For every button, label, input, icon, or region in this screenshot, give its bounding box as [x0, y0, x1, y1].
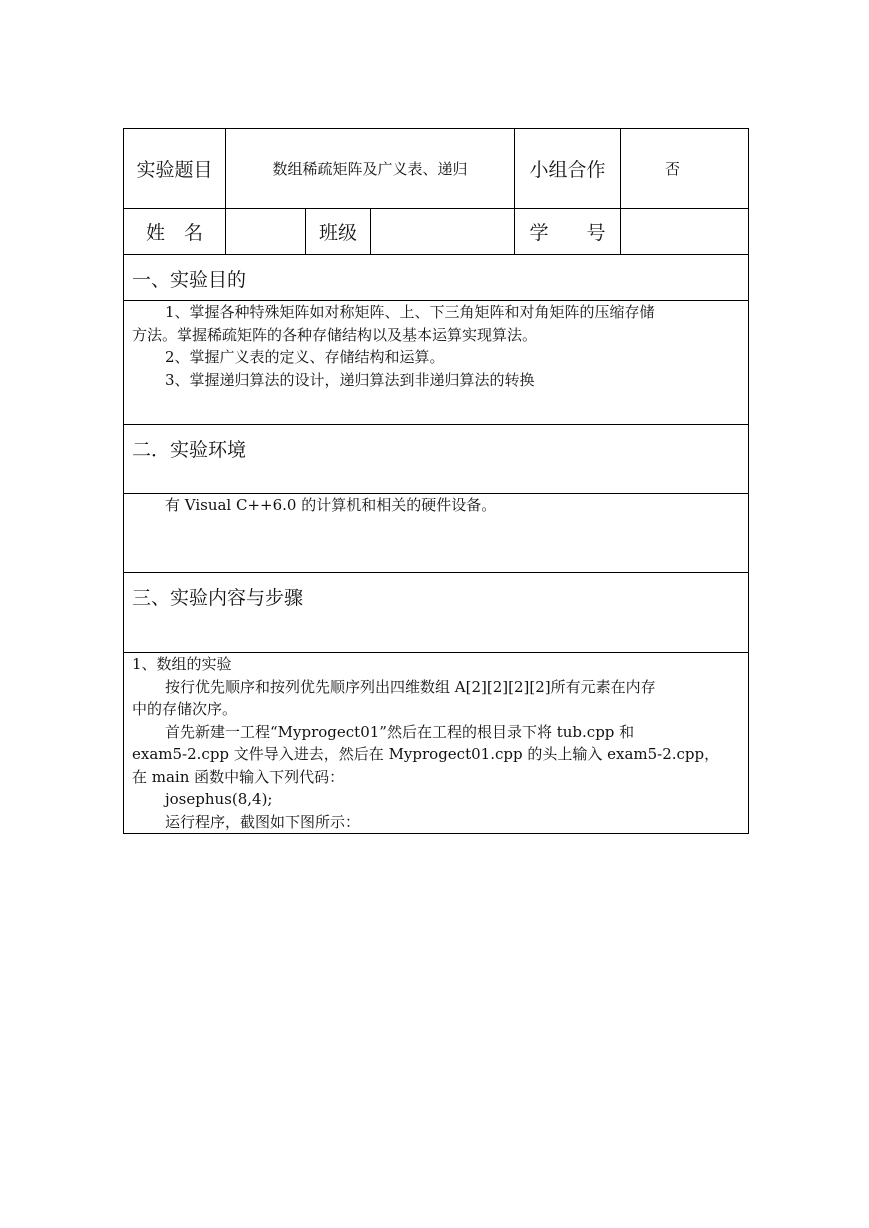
- experiment-report-table: [123, 128, 749, 834]
- group-label: 小组合作: [529, 159, 606, 181]
- purpose-line: 3、掌握递归算法的设计，递归算法到非递归算法的转换: [165, 370, 535, 389]
- student-id-label: 学 号: [529, 222, 606, 244]
- content-line: 首先新建一工程“Myprogect01”然后在工程的根目录下将 tub.cpp 和: [165, 722, 635, 741]
- content-line: 运行程序，截图如下图所示：: [165, 812, 361, 831]
- content-line: exam5-2.cpp 文件导入进去，然后在 Myprogect01.cpp 的头上输入 exam5-2.cpp，: [132, 745, 720, 763]
- purpose-line: 方法。掌握稀疏矩阵的各种存储结构以及基本运算实现算法。: [132, 325, 538, 344]
- code-line: josephus(8,4);: [165, 790, 273, 808]
- purpose-line: 1、掌握各种特殊矩阵如对称矩阵、上、下三角矩阵和对角矩阵的压缩存储: [165, 303, 655, 321]
- group-value: 否: [664, 160, 680, 178]
- title-label: 实验题目: [136, 159, 213, 181]
- content-line: 中的存储次序。: [132, 700, 238, 718]
- title-value: 数组稀疏矩阵及广义表、递归: [272, 160, 468, 178]
- content-line: 1、数组的实验: [132, 655, 232, 673]
- section-heading-environment: 二．实验环境: [132, 439, 247, 461]
- class-value: [371, 209, 514, 254]
- section-heading-content: 三、实验内容与步骤: [132, 587, 304, 609]
- content-line: 按行优先顺序和按列优先顺序列出四维数组 A[2][2][2][2]所有元素在内存: [165, 677, 656, 696]
- content-body: [132, 653, 746, 833]
- class-label: 班级: [318, 222, 357, 244]
- purpose-body: [132, 301, 746, 391]
- content-line: 在 main 函数中输入下列代码：: [132, 767, 345, 786]
- section-heading-purpose: 一、实验目的: [132, 269, 247, 291]
- name-value: [226, 209, 305, 254]
- purpose-line: 2、掌握广义表的定义、存储结构和运算。: [165, 348, 445, 366]
- name-label: 姓 名: [145, 222, 203, 244]
- student-id-value: [621, 209, 748, 254]
- environment-line: 有 Visual C++6.0 的计算机和相关的硬件设备。: [165, 496, 497, 514]
- environment-body: [132, 494, 746, 517]
